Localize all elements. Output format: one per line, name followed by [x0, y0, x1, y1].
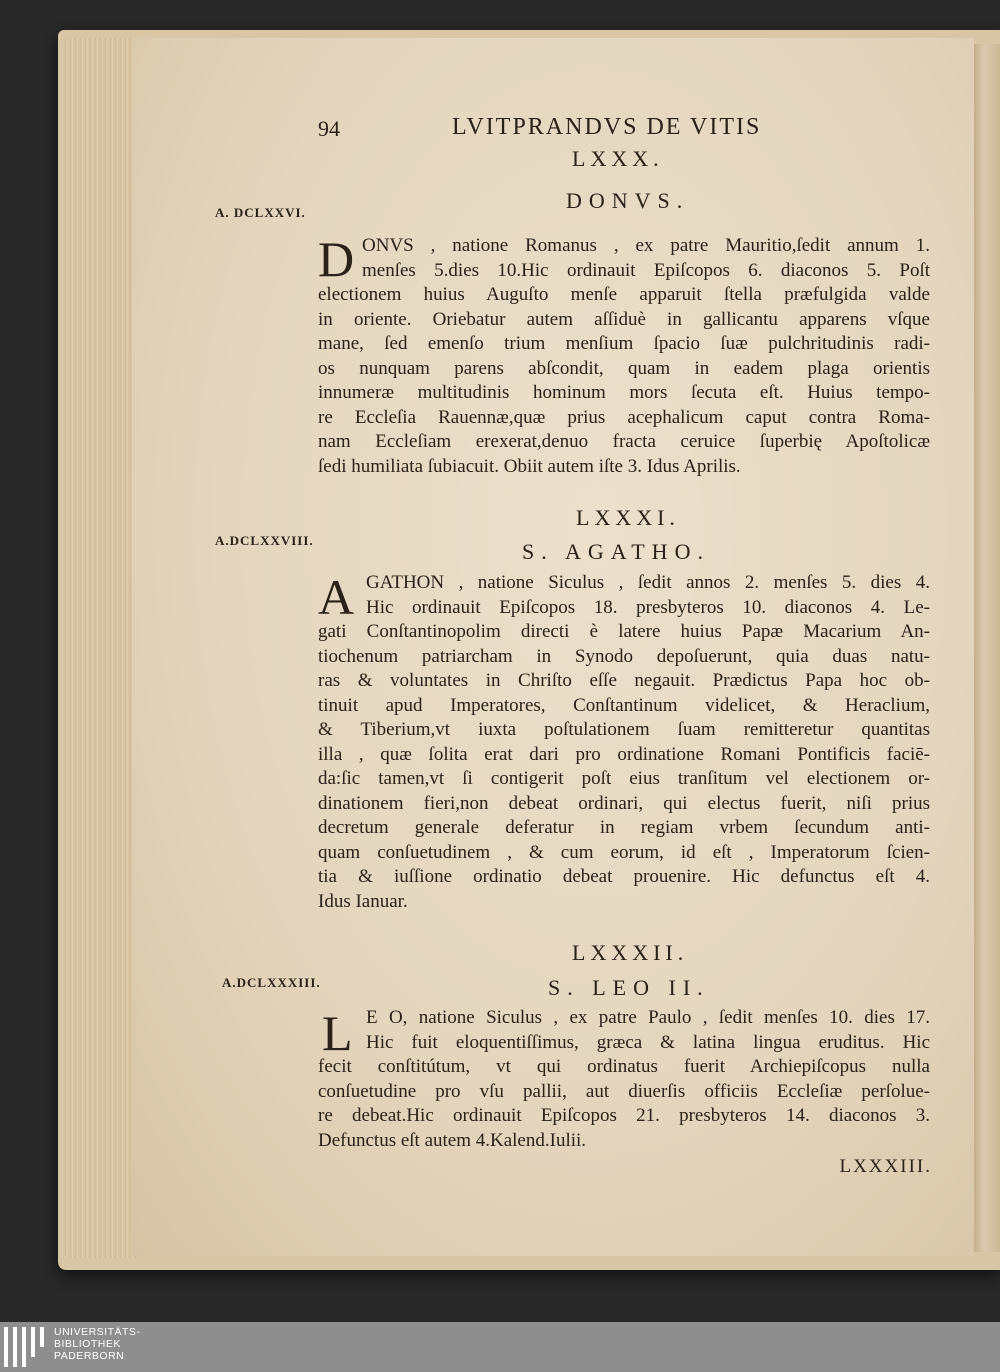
text-line: Defunctus eſt autem 4.Kalend.Iulii. [318, 1129, 587, 1151]
text-line: fecit conſtitútum, vt qui ordinatus fuerit Archiepiſcopus nulla [318, 1056, 930, 1077]
text-line: innumeræ multitudinis hominum mors ſecuta eſt. Huius tempo- [318, 382, 930, 403]
library-name-line: UNIVERSITÄTS- [54, 1326, 141, 1338]
text-line: in oriente. Oriebatur autem aſſiduè in gallicantu apparens vſque [318, 308, 930, 330]
drop-capital: D [318, 231, 355, 287]
text-line: menſes 5.dies 10.Hic ordinauit Epiſcopos 6. diaconos 5. Poſt [362, 259, 930, 281]
text-line: E O, natione Siculus , ex patre Paulo , ſedit menſes 10. dies 17. [366, 1007, 930, 1028]
text-line: tia & iuſſione ordinatio debeat prouenire. Hic defunctus eſt 4. [318, 866, 930, 887]
text-line: Idus Ianuar. [318, 890, 408, 912]
text-line: ONVS , natione Romanus , ex patre Mauritio,ſedit annum 1. [362, 235, 930, 256]
text-line: decretum generale deferatur in regiam vrbem ſecundum anti- [318, 817, 930, 838]
text-line: re debeat.Hic ordinauit Epiſcopos 21. presbyteros 14. diaconos 3. [318, 1105, 930, 1126]
page-gutter [974, 44, 1000, 1252]
text-line: tinuit apud Imperatores, Conſtantinum videlicet, & Heraclium, [318, 694, 930, 716]
text-line: os nunquam parens abſcondit, quam in eadem plaga orientis [318, 357, 930, 379]
page-number: 94 [318, 116, 340, 141]
margin-year: A.DCLXXVIII. [215, 533, 314, 548]
text-line: Hic ordinauit Epiſcopos 18. presbyteros 10. diaconos 4. Le- [366, 596, 930, 618]
text-line: electionem huius Auguſto menſe apparuit ſtella præfulgida valde [318, 284, 930, 305]
paragraph-agatho [318, 571, 930, 914]
library-footer [0, 1322, 1000, 1372]
catchword: LXXXIII. [839, 1156, 932, 1177]
margin-year: A.DCLXXXIII. [222, 975, 321, 990]
text-line: Hic fuit eloquentiſſimus, græca & latina lingua eruditus. Hic [366, 1031, 930, 1053]
margin-year: A. DCLXXVI. [215, 205, 306, 220]
section-numeral: LXXXII. [572, 940, 689, 965]
library-logo-icon [4, 1327, 46, 1369]
section-title: S. AGATHO. [522, 539, 710, 564]
text-line: ſedi humiliata ſubiacuit. Obiit autem iſte 3. Idus Aprilis. [318, 455, 741, 477]
text-line: re Eccleſia Rauennæ,quæ prius acephalicum caput contra Roma- [318, 406, 930, 428]
text-line: mane, ſed emenſo trium menſium ſpacio ſuæ pulchritudinis radi- [318, 333, 930, 354]
drop-capital: L [322, 1005, 353, 1061]
section-numeral: LXXXI. [576, 505, 680, 530]
text-line: gati Conſtantinopolim directi è latere huius Papæ Macarium An- [318, 621, 930, 642]
text-line: dinationem fieri,non debeat ordinari, qui electus fuerit, niſi prius [318, 792, 930, 814]
text-line: tiochenum patriarcham in Synodo depoſuerunt, quia duas natu- [318, 645, 930, 667]
text-line: quam conſuetudinem , & cum eorum, id eſt , Imperatorum ſcien- [318, 841, 930, 863]
section-title: S. LEO II. [548, 975, 710, 1000]
library-name-line: PADERBORN [54, 1350, 125, 1362]
text-line: & Tiberium,vt iuxta poſtulationem ſuam remitteretur quantitas [318, 719, 930, 740]
library-name [54, 1326, 140, 1362]
text-line: illa , quæ ſolita erat dari pro ordinatione Romani Pontificis faciē- [318, 743, 930, 765]
text-line: da:ſic tamen,vt ſi contigerit poſt eius tranſitum vel electionem or- [318, 768, 930, 789]
text-line: ras & voluntates in Chriſto eſſe negauit. Prædictus Papa hoc ob- [318, 670, 930, 691]
drop-capital: A [318, 569, 355, 625]
paragraph-donus [318, 231, 930, 479]
paragraph-leo [318, 1006, 930, 1153]
text-line: nam Eccleſiam erexerat,denuo fracta ceruice ſuperbię Apoſtolicæ [318, 431, 930, 452]
page-edges [64, 38, 136, 1258]
text-line: GATHON , natione Siculus , ſedit annos 2. menſes 5. dies 4. [366, 572, 930, 593]
text-line: conſuetudine pro vſu pallii, aut diuerſis officiis Eccleſiæ perſolue- [318, 1080, 930, 1102]
section-title: DONVS. [566, 188, 690, 213]
running-title: LVITPRANDVS DE VITIS [452, 114, 762, 140]
section-numeral: LXXX. [572, 146, 664, 171]
library-name-line: BIBLIOTHEK [54, 1338, 121, 1350]
